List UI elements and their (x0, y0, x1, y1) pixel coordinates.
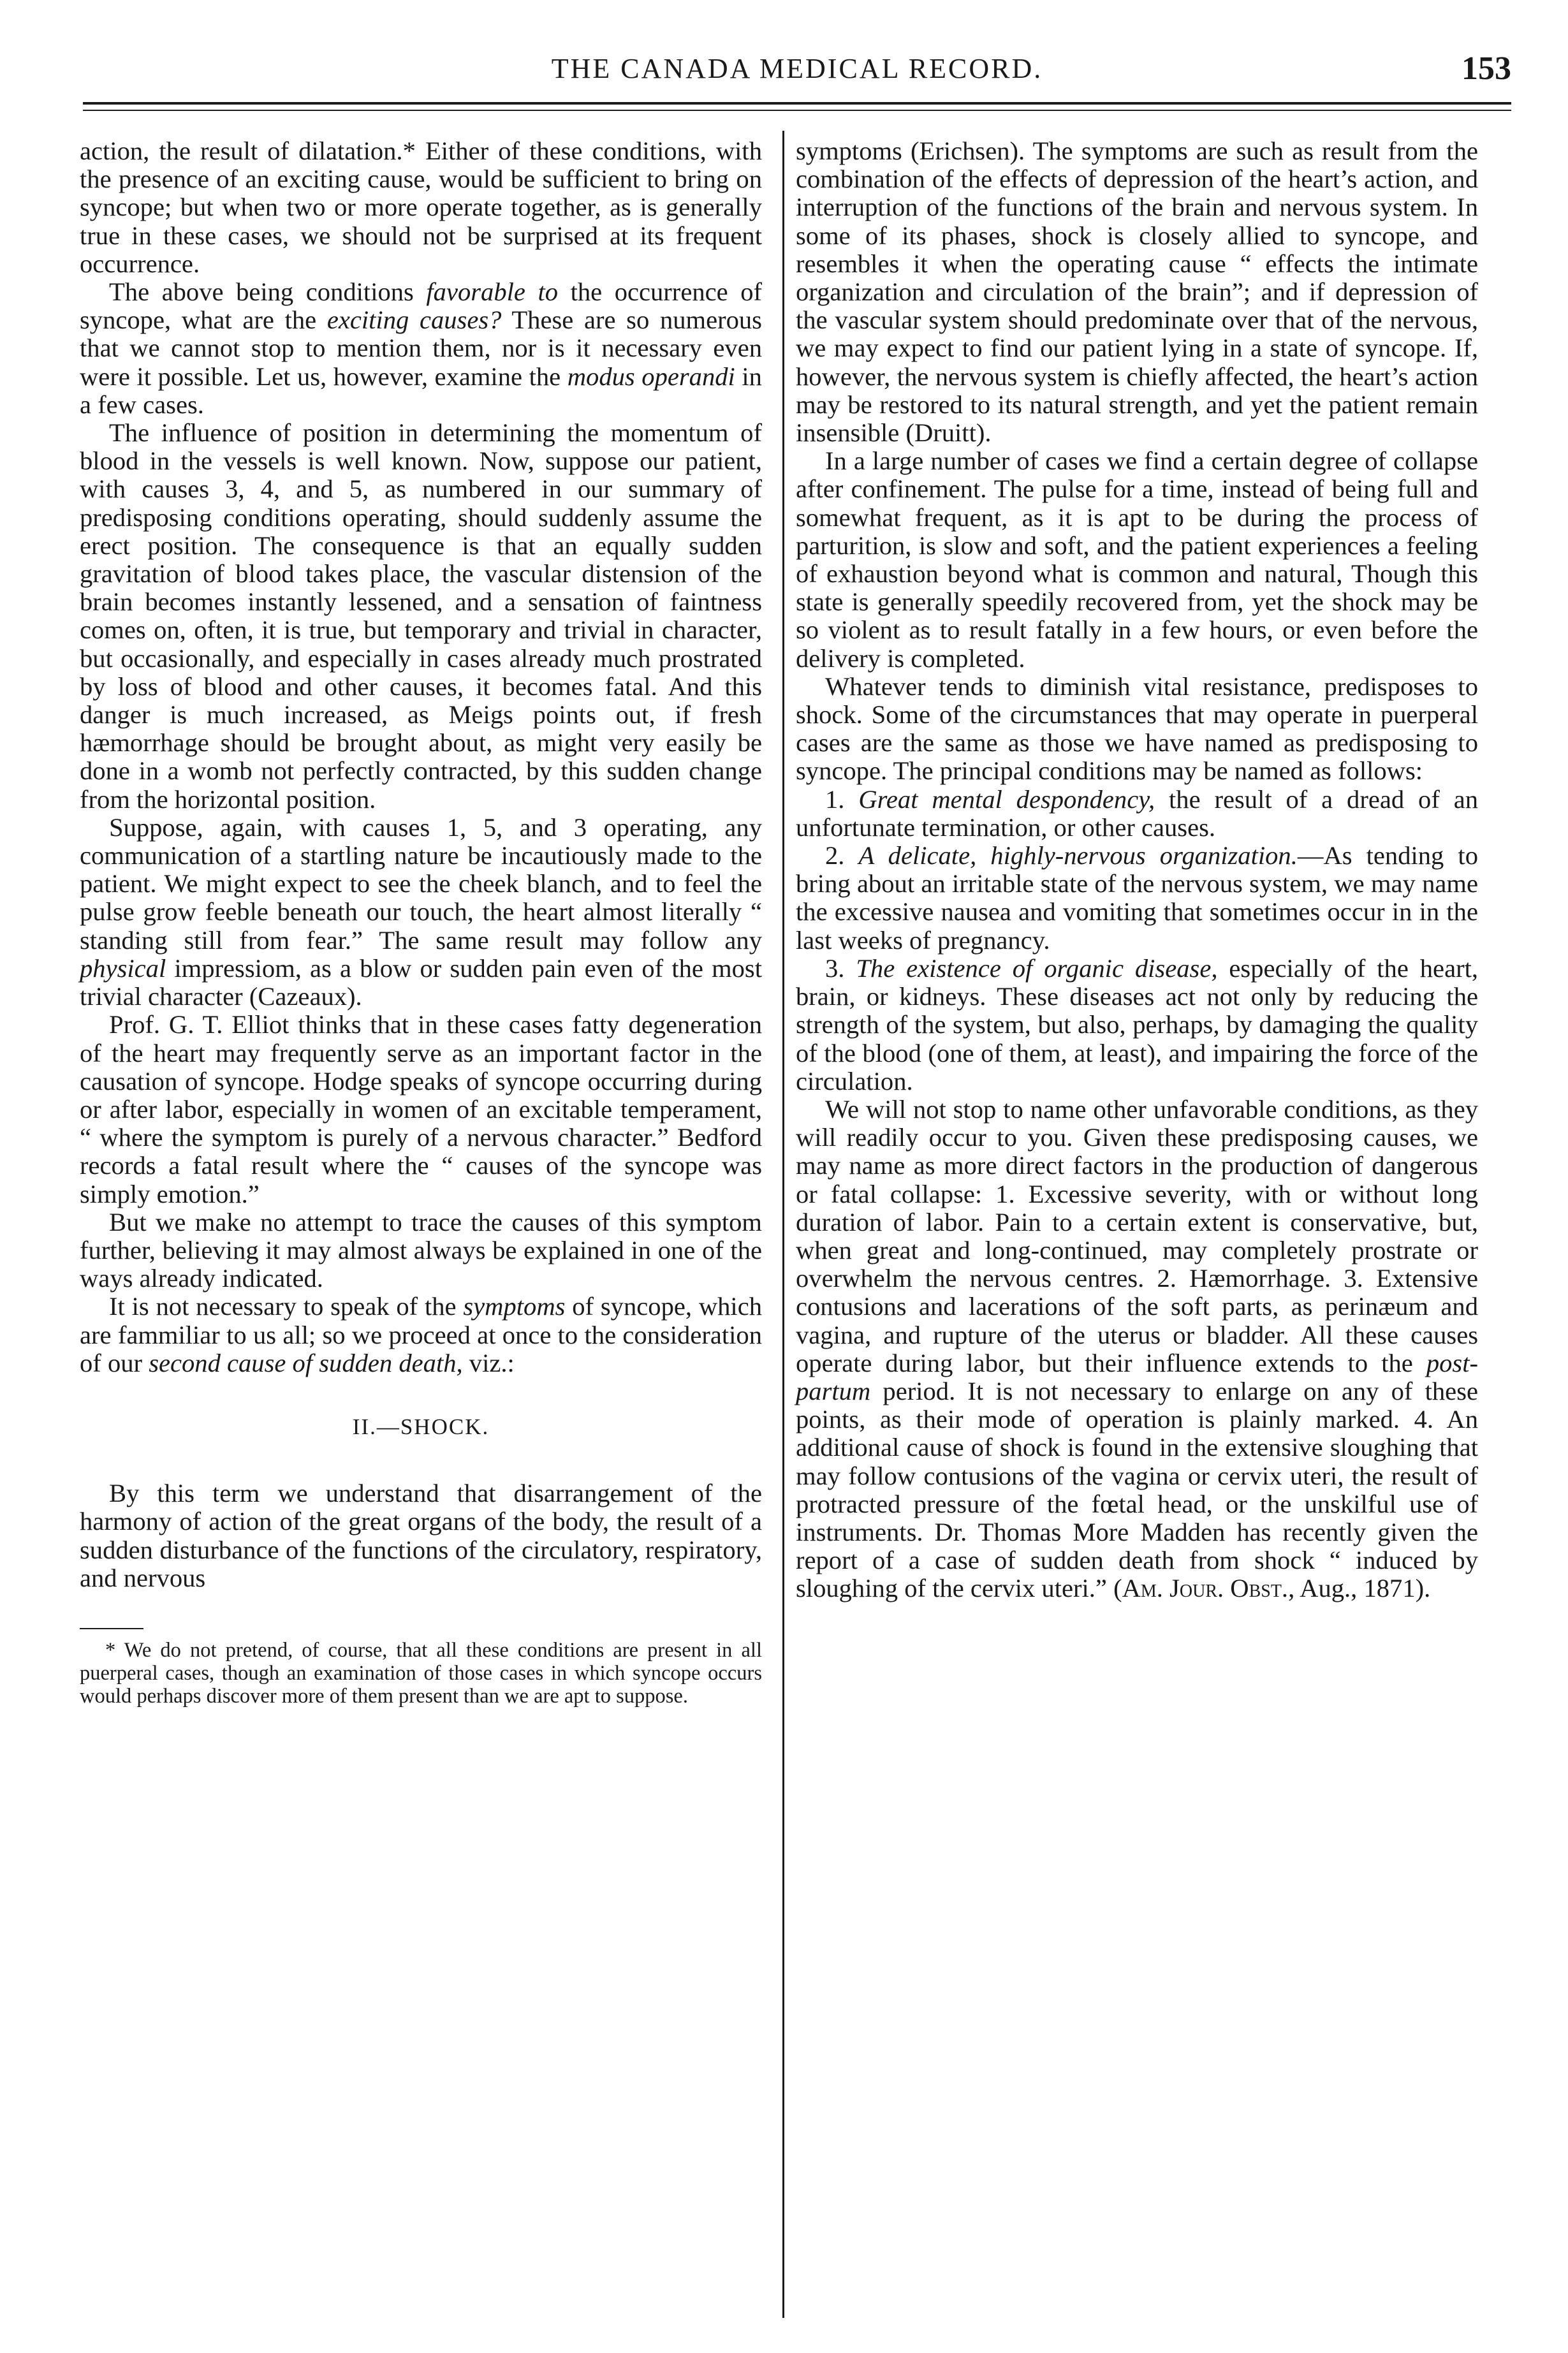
right-column (796, 137, 1478, 1603)
paragraph: The influence of position in determining the momentum of blood in the vessels is well known. Now, suppose our patient, with causes 3, 4, and 5, as numbered in our summary of predisposing conditions operating, should suddenly assume the erect position. The consequence is that an equally sudden gravitation of blood takes place, the vascular distension of the brain becomes instantly lessened, and a sensation of faintness comes on, often, it is true, but temporary and trivial in character, but occasionally, and especially in cases already much prostrated by loss of blood and other causes, it becomes fatal. And this danger is much increased, as Meigs points out, if fresh hæmorrhage should be brought about, as might very easily be done in a womb not perfectly contracted, by this sudden change from the horizontal position. (80, 418, 762, 814)
paragraph: But we make no attempt to trace the causes of this symptom further, believing it may almost always be explained in one of the ways already indicated. (80, 1207, 762, 1293)
paragraph: We will not stop to name other unfavorable conditions, as they will readily occur to you. Given these predisposing causes, we may name as more direct factors in the production of dangerous or fatal collapse: 1. Excessive severity, with or without long duration of labor. Pain to a certain extent is conservative, but, when great and long-continued, may completely prostrate or overwhelm the nervous centres. 2. Hæmorrhage. 3. Extensive contusions and lacerations of the soft parts, as perinæum and vagina, and rupture of the uterus or bladder. All these causes operate during labor, but their influence extends to the post-partum period. It is not necessary to enlarge on any of these points, as their mode of operation is plainly marked. 4. An additional cause of shock is found in the extensive sloughing that may follow contusions of the vagina or cervix uteri, the result of protracted pressure of the fœtal head, or the unskilful use of instruments. Dr. Thomas More Madden has recently given the report of a case of sudden death from shock “ induced by sloughing of the cervix uteri.” (Am. Jour. Obst., Aug., 1871). (796, 1094, 1478, 1603)
paragraph: It is not necessary to speak of the symptoms of syncope, which are fammiliar to us all; so we proceed at once to the consideration of our second cause of sudden death, viz.: (80, 1292, 763, 1377)
paragraph: symptoms (Erichsen). The symptoms are such as result from the combination of the effects of depression of the heart’s action, and interruption of the functions of the brain and nervous system. In some of its phases, shock is closely allied to syncope, and resembles it when the operating cause “ effects the intimate organization and circulation of the brain”; and if depression of the vascular system should predominate over that of the nervous, we may expect to find our patient lying in a state of syncope. If, however, the nervous system is chiefly affected, the heart’s action may be restored to its natural strength, and yet the patient remain insensible (Druitt). (796, 136, 1478, 448)
column-divider (782, 131, 784, 2318)
left-column (80, 137, 762, 1708)
page-number: 153 (1462, 50, 1511, 87)
header-rule-thin (83, 110, 1511, 111)
footnote: * We do not pretend, of course, that all these conditions are present in all puerperal cases, though an examination of those cases in which syncope occurs would perhaps discover more of them present than we are apt to suppose. (80, 1638, 762, 1708)
running-header (83, 50, 1511, 94)
paragraph: action, the result of dilatation.* Either of these conditions, with the presence of an exciting cause, would be sufficient to bring on syncope; but when two or more operate together, as is generally true in these cases, we should not be surprised at its frequent occurrence. (80, 136, 762, 278)
paragraph: The above being conditions favorable to the occurrence of syncope, what are the exciting causes? These are so numerous that we cannot stop to mention them, nor is it necessary even were it possible. Let us, however, examine the modus operandi in a few cases. (80, 277, 762, 419)
journal-title: THE CANADA MEDICAL RECORD. (551, 53, 1043, 84)
section-heading: II.—SHOCK. (352, 1414, 490, 1439)
paragraph: 2. A delicate, highly-nervous organization.—As tending to bring about an irritable state of the nervous system, we may name the excessive nausea and vomiting that sometimes occur in in the last weeks of pregnancy. (796, 841, 1478, 955)
paragraph: 1. Great mental despondency, the result of a dread of an unfortunate termination, or other causes. (796, 784, 1479, 842)
paragraph: Whatever tends to diminish vital resistance, predisposes to shock. Some of the circumstances that may operate in puerperal cases are the same as those we have named as predisposing to syncope. The principal conditions may be named as follows: (796, 671, 1478, 786)
header-rule-thick (83, 102, 1511, 105)
paragraph: 3. The existence of organic disease, especially of the heart, brain, or kidneys. These diseases act not only by reducing the strength of the system, but also, perhaps, by damaging the quality of the blood (one of them, at least), and impairing the force of the circulation. (796, 953, 1479, 1096)
paragraph: In a large number of cases we find a certain degree of collapse after confinement. The pulse for a time, instead of being full and somewhat frequent, as it is apt to be during the process of parturition, is slow and soft, and the patient experiences a feeling of exhaustion beyond what is common and natural, Though this state is generally speedily recovered from, yet the shock may be so violent as to result fatally in a few hours, or even before the delivery is completed. (796, 446, 1478, 673)
paragraph: Prof. G. T. Elliot thinks that in these cases fatty degeneration of the heart may frequently serve as an important factor in the causation of syncope. Hodge speaks of syncope occurring during or after labor, especially in women of an excitable temperament, “ where the symptom is purely of a nervous character.” Bedford records a fatal result where the “ causes of the syncope was simply emotion.” (80, 1010, 762, 1208)
paragraph: By this term we understand that disarrangement of the harmony of action of the great organs of the body, the result of a sudden disturbance of the functions of the circulatory, respiratory, and nervous (80, 1479, 762, 1592)
paragraph: Suppose, again, with causes 1, 5, and 3 operating, any communication of a startling nature be incautiously made to the patient. We might expect to see the cheek blanch, and to feel the pulse grow feeble beneath our touch, the heart almost literally “ standing still from fear.” The same result may follow any physical impressiom, as a blow or sudden pain even of the most trivial character (Cazeaux). (80, 812, 762, 1011)
footnote-rule (80, 1628, 143, 1629)
